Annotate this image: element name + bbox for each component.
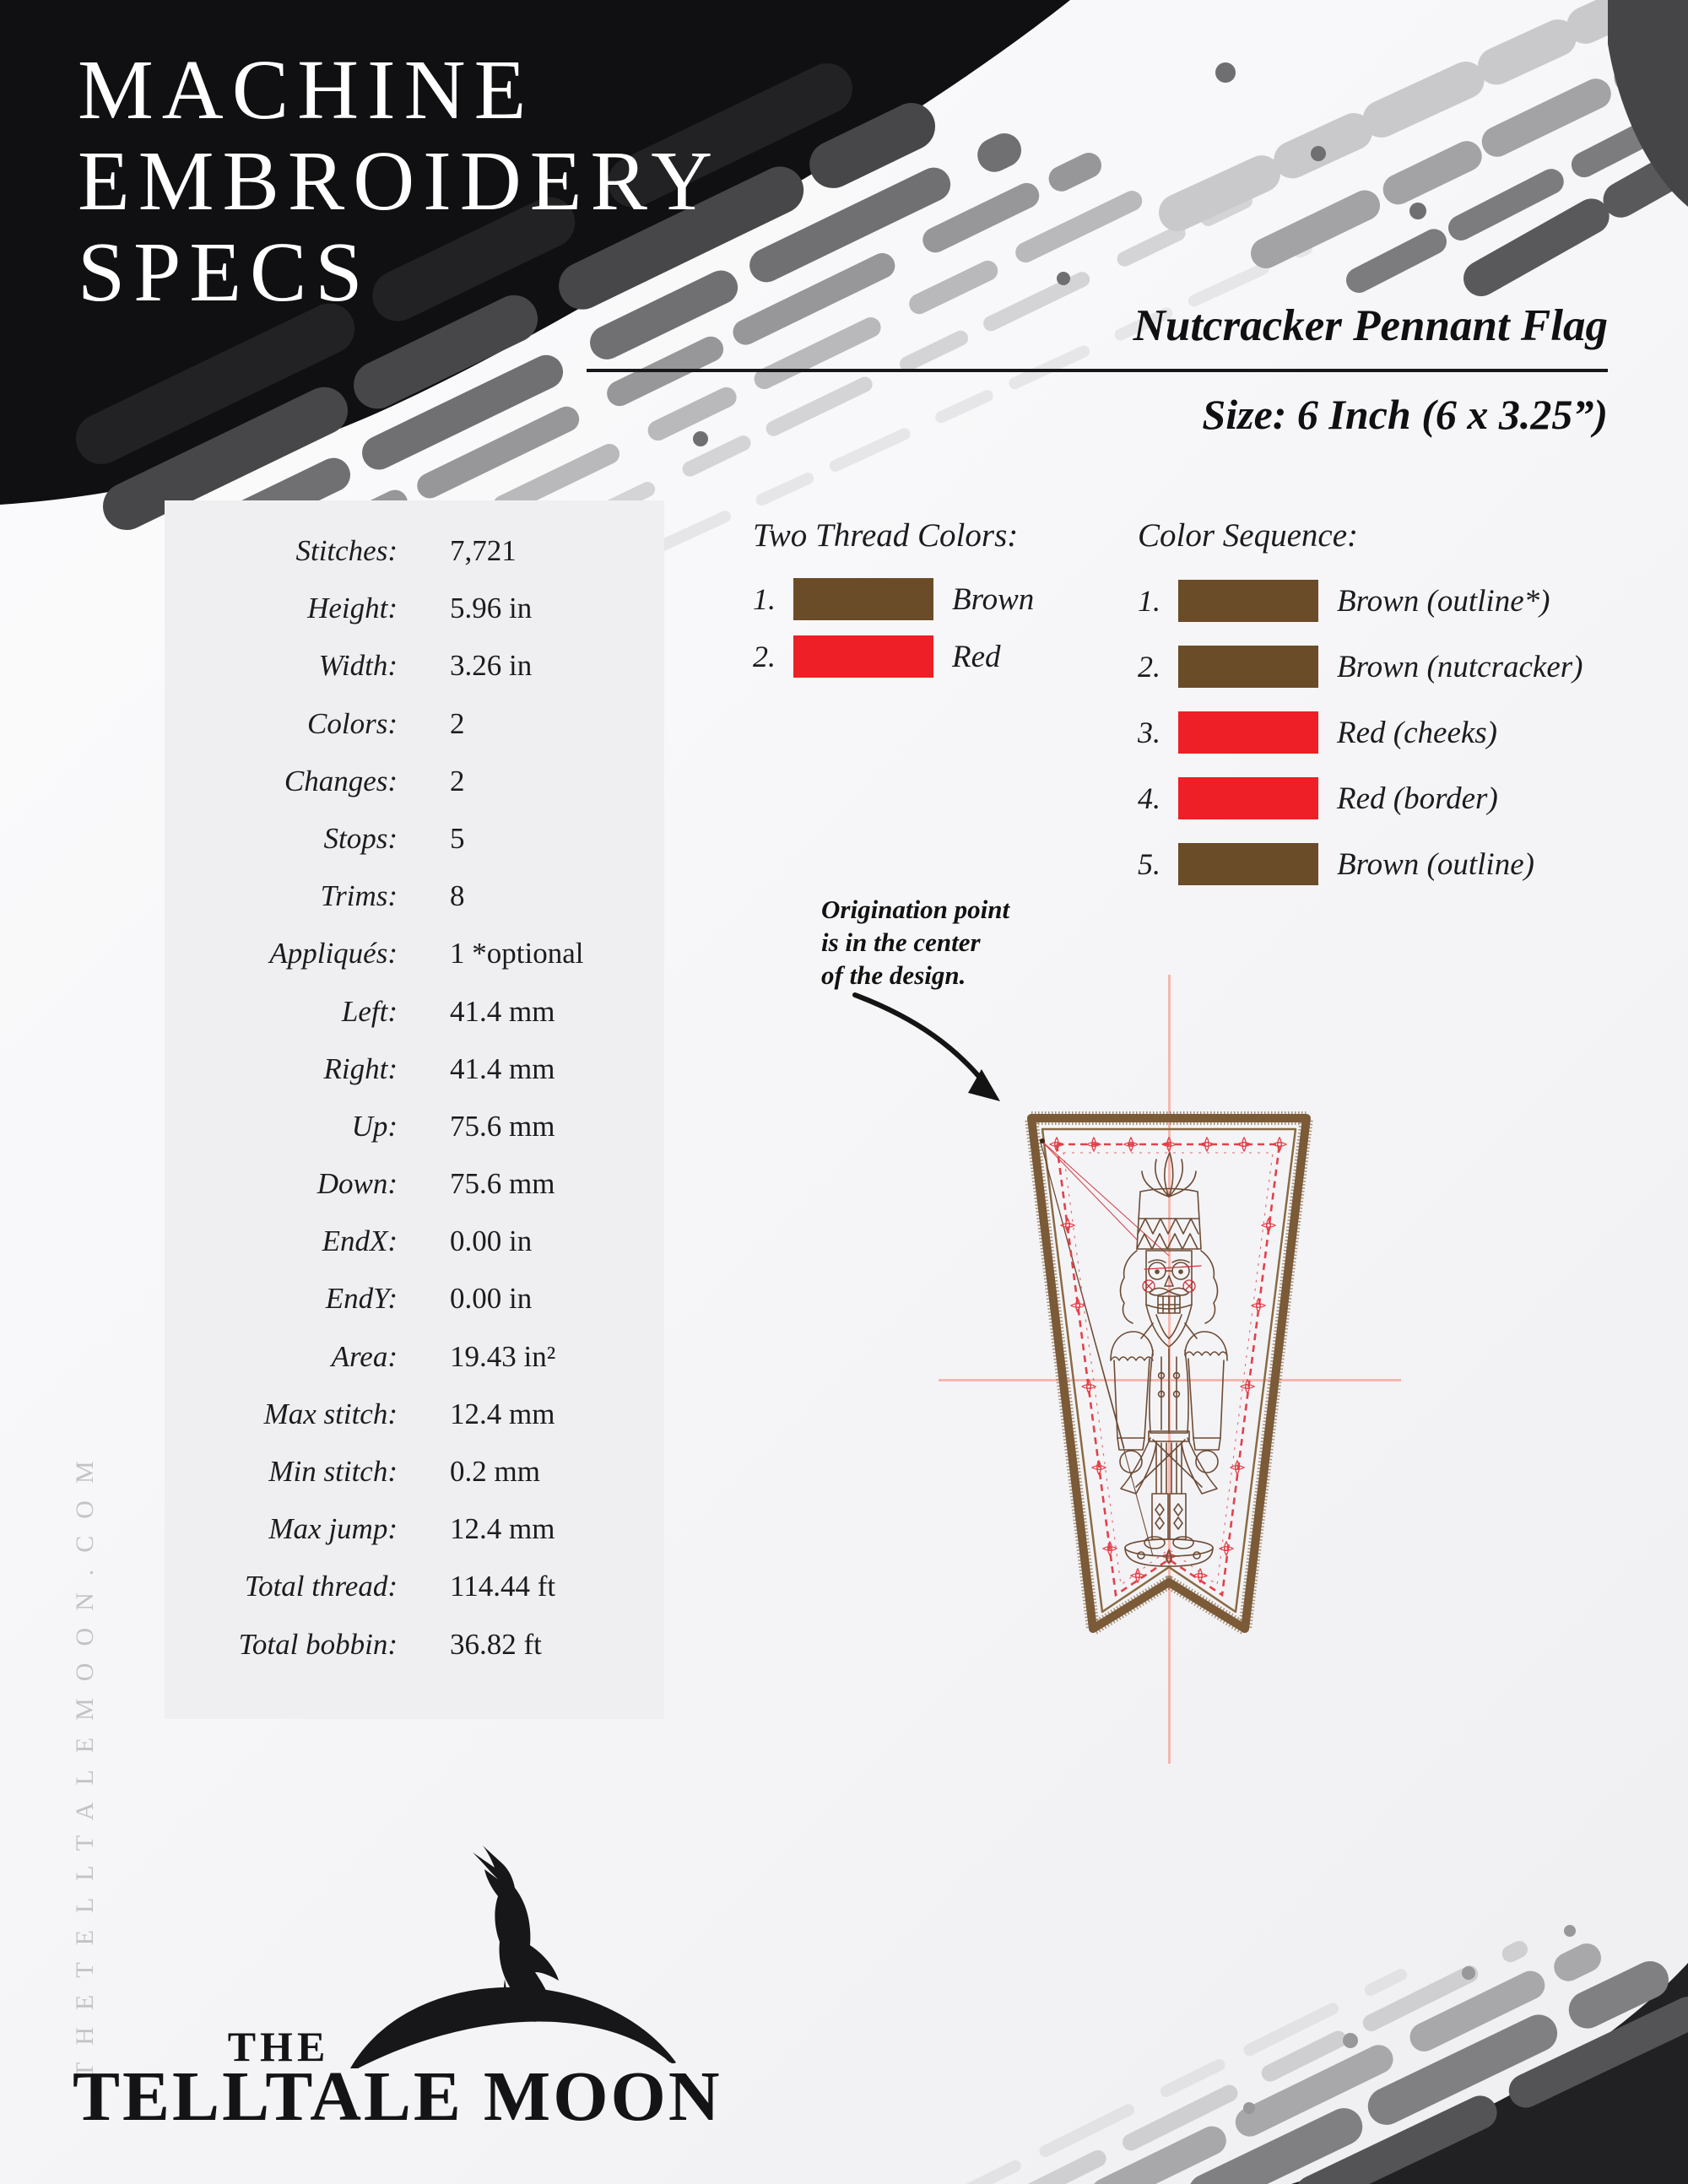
spec-value: 0.00 in	[450, 1224, 533, 1258]
spec-label: Trims:	[320, 879, 398, 913]
thread-color-row	[753, 633, 1001, 680]
sequence-number: 5.	[1138, 847, 1160, 881]
spec-label: Up:	[351, 1109, 398, 1143]
page-title-line-3: SPECS	[78, 224, 371, 319]
spec-row	[165, 1270, 664, 1327]
spec-value: 36.82 ft	[450, 1627, 542, 1661]
spec-row	[165, 522, 664, 580]
origination-note	[821, 893, 1009, 992]
spec-value: 75.6 mm	[450, 1167, 555, 1201]
raven-moon-logo	[338, 1844, 692, 2089]
spec-label: Total thread:	[244, 1570, 398, 1603]
pennant-embroidery-preview	[996, 1097, 1342, 1671]
spec-label: Min stitch:	[268, 1455, 398, 1488]
spec-row	[165, 695, 664, 753]
spec-label: Colors:	[307, 706, 398, 740]
sequence-number: 3.	[1138, 716, 1160, 749]
stats-rows	[165, 500, 664, 1673]
spec-row	[165, 1328, 664, 1386]
spec-value: 41.4 mm	[450, 1051, 555, 1085]
spec-row	[165, 1213, 664, 1270]
header-divider	[587, 369, 1608, 372]
thread-color-number: 2.	[753, 640, 776, 673]
page-title-line-1: MACHINE	[78, 42, 535, 137]
sequence-name: Brown (nutcracker)	[1337, 649, 1583, 684]
spec-label: Appliqués:	[269, 937, 398, 970]
thread-color-row	[753, 576, 1034, 623]
color-sequence-row	[1138, 709, 1497, 756]
spec-row	[165, 580, 664, 637]
thread-colors-heading: Two Thread Colors:	[753, 517, 1019, 554]
thread-color-swatch	[793, 635, 933, 678]
sequence-number: 2.	[1138, 650, 1160, 684]
thread-color-number: 1.	[753, 582, 776, 616]
spec-value: 7,721	[450, 534, 517, 567]
spec-value: 8	[450, 879, 465, 913]
thread-color-name: Brown	[952, 581, 1035, 617]
spec-row	[165, 868, 664, 925]
thread-color-swatch	[793, 578, 933, 620]
page-title	[78, 44, 721, 317]
spec-value: 114.44 ft	[450, 1570, 556, 1603]
origination-note-line: of the design.	[821, 960, 966, 990]
spec-value: 3.26 in	[450, 649, 533, 683]
spec-label: Max jump:	[268, 1512, 398, 1546]
origination-note-line: is in the center	[821, 927, 981, 957]
sequence-name: Red (cheeks)	[1337, 715, 1498, 750]
brand-name-the: THE	[227, 2023, 330, 2070]
sequence-name: Red (border)	[1337, 781, 1498, 816]
spec-label: Max stitch:	[263, 1397, 398, 1430]
origination-note-line: Origination point	[821, 895, 1010, 924]
spec-value: 5.96 in	[450, 592, 533, 625]
spec-row	[165, 1386, 664, 1443]
spec-label: Right:	[323, 1051, 398, 1085]
spec-value: 19.43 in²	[450, 1339, 556, 1373]
spec-label: Left:	[341, 994, 398, 1028]
spec-row	[165, 810, 664, 868]
spec-label: Height:	[307, 592, 398, 625]
spec-value: 0.00 in	[450, 1282, 533, 1316]
spec-label: Area:	[331, 1339, 398, 1373]
color-sequence-row	[1138, 643, 1582, 690]
spec-label: EndX:	[322, 1224, 398, 1258]
spec-value: 1 *optional	[450, 937, 584, 970]
spec-row	[165, 1443, 664, 1500]
website-vertical-text: THETELLTALEMOON.COM	[71, 1444, 99, 2078]
spec-value: 2	[450, 764, 465, 797]
sequence-swatch	[1178, 777, 1318, 819]
color-sequence-heading: Color Sequence:	[1138, 517, 1359, 554]
color-sequence-row	[1138, 841, 1534, 888]
page-title-line-2: EMBROIDERY	[78, 133, 722, 228]
spec-value: 0.2 mm	[450, 1455, 540, 1488]
spec-label: Changes:	[284, 764, 398, 797]
sequence-swatch	[1178, 711, 1318, 754]
brand-name-telltale-moon: TELLTALE MOON	[73, 2057, 722, 2136]
stats-panel	[165, 500, 664, 1719]
spec-label: Total bobbin:	[238, 1627, 398, 1661]
spec-row	[165, 1098, 664, 1155]
sequence-swatch	[1178, 843, 1318, 885]
nutcracker-drawing	[1111, 1153, 1227, 1566]
spec-label: Stops:	[323, 821, 398, 855]
spec-row	[165, 925, 664, 982]
sequence-number: 4.	[1138, 781, 1160, 815]
spec-value: 75.6 mm	[450, 1109, 555, 1143]
spec-row	[165, 1500, 664, 1558]
spec-row	[165, 753, 664, 810]
sequence-name: Brown (outline)	[1337, 846, 1534, 882]
spec-row	[165, 637, 664, 695]
color-sequence-row	[1138, 577, 1550, 624]
thread-color-name: Red	[952, 639, 1001, 674]
sequence-number: 1.	[1138, 584, 1160, 618]
spec-value: 41.4 mm	[450, 994, 555, 1028]
brush-stroke-art-bottom-right	[928, 1830, 1688, 2184]
spec-row	[165, 1155, 664, 1213]
spec-label: Width:	[318, 649, 398, 683]
spec-label: Down:	[316, 1167, 398, 1201]
spec-value: 12.4 mm	[450, 1397, 555, 1430]
spec-row	[165, 1558, 664, 1615]
sequence-swatch	[1178, 580, 1318, 622]
spec-label: EndY:	[325, 1282, 398, 1316]
spec-label: Stitches:	[295, 534, 398, 567]
spec-value: 12.4 mm	[450, 1512, 555, 1546]
spec-row	[165, 983, 664, 1041]
color-sequence-row	[1138, 775, 1498, 822]
spec-row	[165, 1041, 664, 1098]
sequence-name: Brown (outline*)	[1337, 583, 1550, 619]
spec-row	[165, 1616, 664, 1673]
sequence-swatch	[1178, 646, 1318, 688]
size-label: Size: 6 Inch (6 x 3.25”)	[1202, 391, 1608, 438]
spec-value: 2	[450, 706, 465, 740]
spec-value: 5	[450, 821, 465, 855]
project-name: Nutcracker Pennant Flag	[1133, 301, 1608, 350]
